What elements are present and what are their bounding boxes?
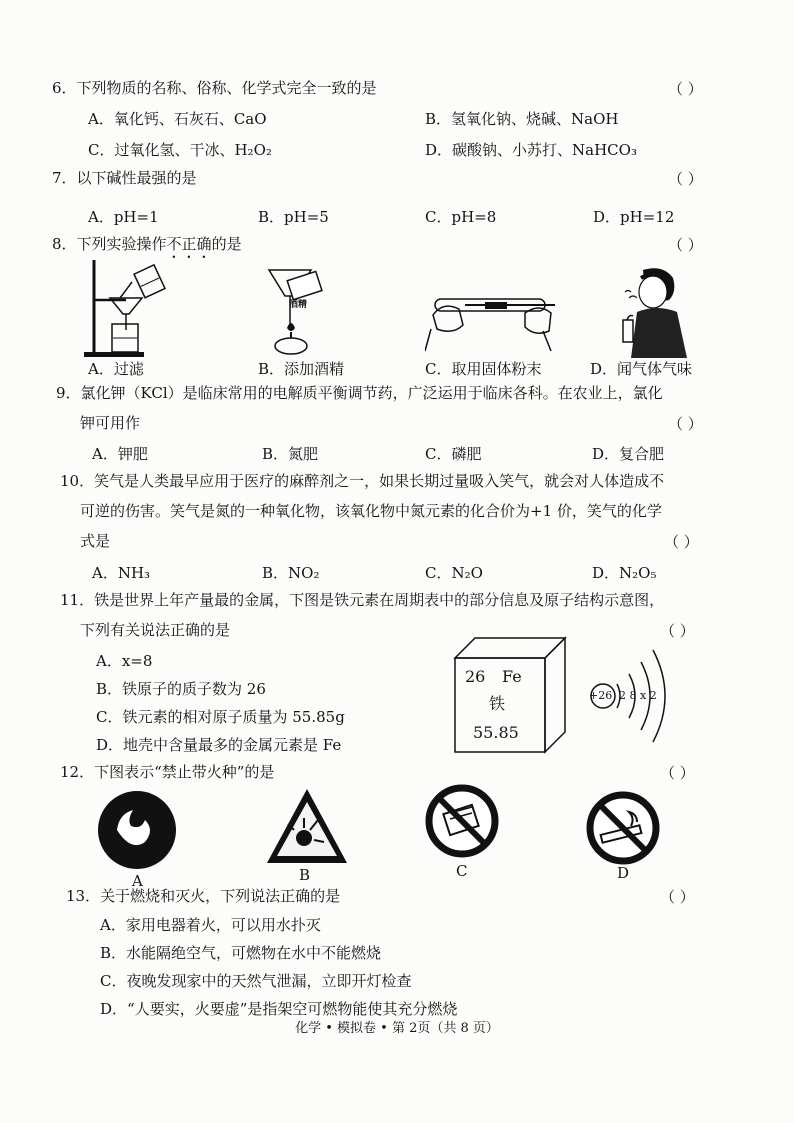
question-10-answer-paren: （ ）: [664, 533, 699, 551]
question-12-answer-paren: （ ）: [660, 764, 695, 782]
question-8-caption-d: D．闻气体气味: [590, 360, 693, 378]
question-6-option-a: A．氧化钙、石灰石、CaO: [88, 110, 267, 128]
question-9-line-1: 9．氯化钾（KCl）是临床常用的电解质平衡调节药，广泛运用于临床各科。在农业上，氯化: [56, 384, 663, 402]
question-10-option-b: B．NO₂: [262, 564, 320, 582]
question-8-caption-b: B．添加酒精: [258, 360, 345, 378]
atom-electron-shells: 2 8 x 2: [619, 689, 657, 702]
question-10-line-3: 式是: [80, 532, 111, 550]
sign-a-label: A: [132, 872, 143, 890]
smelling-gas-figure: [607, 262, 697, 358]
question-13-answer-paren: （ ）: [660, 888, 695, 906]
question-11-line-2: 下列有关说法正确的是: [80, 621, 231, 639]
question-6-option-c: C．过氧化氢、干冰、H₂O₂: [88, 141, 272, 159]
sign-d-no-smoking-icon: [585, 790, 661, 866]
question-8-caption-a: A．过滤: [88, 360, 144, 378]
sign-c-no-matches-icon: [424, 783, 500, 859]
question-9-option-a: A．钾肥: [92, 445, 148, 463]
question-7-stem: 7．以下碱性最强的是: [52, 169, 197, 187]
question-7-answer-paren: （ ）: [668, 170, 703, 188]
question-6-answer-paren: （ ）: [668, 80, 703, 98]
question-9-option-c: C．磷肥: [425, 445, 482, 463]
question-13-stem: 13．关于燃烧和灭火，下列说法正确的是: [66, 887, 341, 905]
question-9-line-2: 钾可用作: [80, 414, 141, 432]
question-9-answer-paren: （ ）: [668, 415, 703, 433]
page-footer: 化学 • 模拟卷 • 第 2页（共 8 页）: [295, 1021, 499, 1036]
sign-b-explosive-icon: [264, 786, 350, 866]
question-7-option-b: B．pH=5: [258, 208, 329, 226]
question-8-caption-c: C．取用固体粉末: [425, 360, 542, 378]
question-10-line-2: 可逆的伤害。笑气是氮的一种氧化物，该氧化物中氮元素的化合价为+1 价，笑气的化学: [80, 502, 662, 520]
question-6-option-b: B．氢氧化钠、烧碱、NaOH: [425, 110, 619, 128]
question-11-option-d: D．地壳中含量最多的金属元素是 Fe: [96, 736, 342, 754]
question-11-line-1: 11．铁是世界上年产量最的金属，下图是铁元素在周期表中的部分信息及原子结构示意图，: [60, 591, 665, 609]
question-11-option-c: C．铁元素的相对原子质量为 55.85g: [96, 708, 345, 726]
question-11-answer-paren: （ ）: [660, 622, 695, 640]
sign-b-label: B: [299, 866, 311, 884]
question-8-stem-pre: 8．下列实验操作: [52, 235, 167, 253]
question-8-stem-post: 的是: [211, 235, 242, 253]
question-7-option-a: A．pH=1: [88, 208, 159, 226]
atom-nucleus-charge: +26: [589, 689, 613, 702]
question-6-stem: 6．下列物质的名称、俗称、化学式完全一致的是: [52, 79, 377, 97]
question-13-option-c: C．夜晚发现家中的天然气泄漏，立即开灯检查: [100, 972, 412, 990]
question-10-option-a: A．NH₃: [92, 564, 151, 582]
question-6-option-d: D．碳酸钠、小苏打、NaHCO₃: [425, 141, 637, 159]
alcohol-lamp-figure: [255, 262, 335, 358]
question-10-option-d: D．N₂O₅: [592, 564, 657, 582]
question-13-option-a: A．家用电器着火，可以用水扑灭: [100, 916, 321, 934]
iron-symbol: Fe: [502, 667, 522, 686]
question-13-option-d: D．“人要实，火要虚”是指架空可燃物能使其充分燃烧: [100, 1000, 458, 1018]
question-11-option-b: B．铁原子的质子数为 26: [96, 680, 266, 698]
question-7-option-c: C．pH=8: [425, 208, 497, 226]
iron-name: 铁: [489, 694, 506, 713]
question-8-answer-paren: （ ）: [668, 236, 703, 254]
filtration-apparatus-figure: [80, 258, 180, 358]
question-9-option-b: B．氮肥: [262, 445, 319, 463]
question-10-line-1: 10．笑气是人类最早应用于医疗的麻醉剂之一，如果长期过量吸入笑气，就会对人体造成不: [60, 472, 665, 490]
iron-atomic-mass: 55.85: [473, 723, 519, 742]
question-7-option-d: D．pH=12: [593, 208, 675, 226]
powder-tube-figure: [425, 285, 560, 355]
question-10-option-c: C．N₂O: [425, 564, 483, 582]
question-11-option-a: A．x=8: [96, 652, 153, 670]
alcohol-bottle-label: 酒精: [289, 300, 308, 310]
sign-d-label: D: [617, 864, 630, 882]
sign-a-water-icon: [97, 790, 177, 870]
iron-atomic-number: 26: [465, 667, 486, 686]
question-13-option-b: B．水能隔绝空气，可燃物在水中不能燃烧: [100, 944, 382, 962]
sign-c-label: C: [456, 862, 468, 880]
question-9-option-d: D．复合肥: [592, 445, 665, 463]
question-8-stem-emphasis: 不正确: [166, 235, 212, 253]
question-12-stem: 12．下图表示“禁止带火种”的是: [60, 763, 275, 781]
